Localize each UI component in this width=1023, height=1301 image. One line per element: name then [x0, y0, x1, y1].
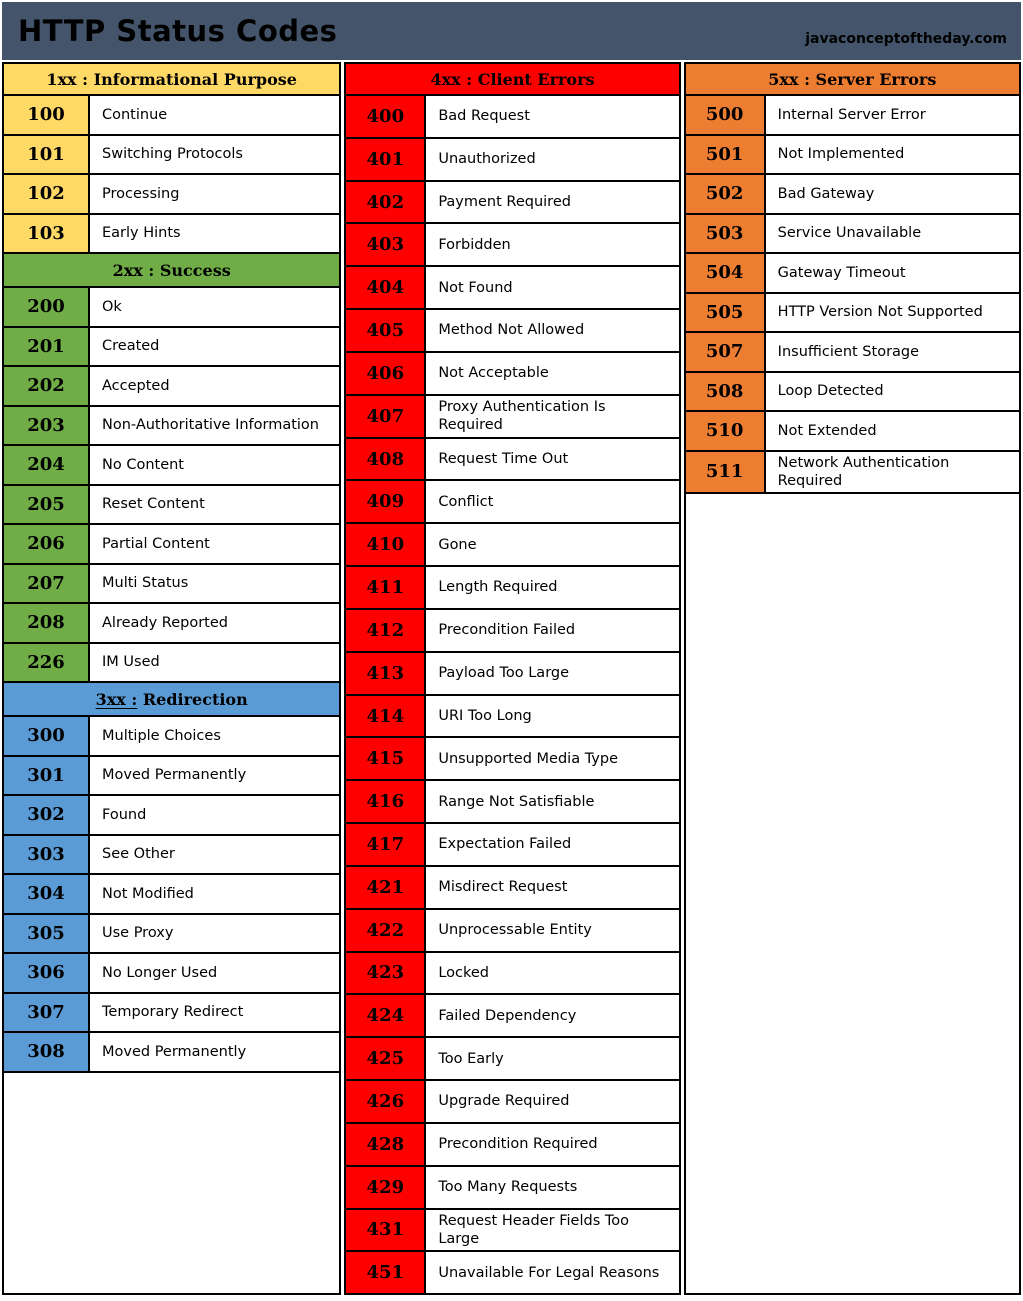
status-code: 101 — [2, 136, 88, 176]
status-description: Gateway Timeout — [764, 254, 1021, 294]
status-description: Moved Permanently — [88, 757, 341, 797]
status-code: 308 — [2, 1033, 88, 1073]
status-description: Request Time Out — [424, 439, 680, 482]
status-row-406 — [344, 353, 680, 396]
status-row-415 — [344, 738, 680, 781]
status-code: 407 — [344, 396, 424, 439]
status-code: 431 — [344, 1210, 424, 1253]
status-row-306 — [2, 954, 341, 994]
status-description: Processing — [88, 175, 341, 215]
status-description: Precondition Required — [424, 1124, 680, 1167]
status-row-423 — [344, 953, 680, 996]
status-code: 302 — [2, 796, 88, 836]
status-code: 510 — [684, 412, 764, 452]
status-row-202 — [2, 367, 341, 407]
status-description: Not Extended — [764, 412, 1021, 452]
status-row-501 — [684, 136, 1021, 176]
status-row-502 — [684, 175, 1021, 215]
status-description: Not Implemented — [764, 136, 1021, 176]
status-description: Locked — [424, 953, 680, 996]
status-code: 408 — [344, 439, 424, 482]
empty-cell — [684, 494, 1021, 1295]
status-code: 306 — [2, 954, 88, 994]
section-header-text: 5xx : Server Errors — [768, 69, 937, 89]
status-code: 415 — [344, 738, 424, 781]
status-row-308 — [2, 1033, 341, 1073]
status-description: Temporary Redirect — [88, 994, 341, 1034]
status-code: 423 — [344, 953, 424, 996]
status-row-412 — [344, 610, 680, 653]
status-row-103 — [2, 215, 341, 255]
status-description: Moved Permanently — [88, 1033, 341, 1073]
section-header-text: 4xx : Client Errors — [430, 69, 595, 89]
status-description: Not Modified — [88, 875, 341, 915]
2xx-success-section-header — [2, 254, 341, 288]
section-header-text: Redirection — [137, 689, 248, 709]
status-description: IM Used — [88, 644, 341, 684]
status-description: Accepted — [88, 367, 341, 407]
status-description: Proxy Authentication Is Required — [424, 396, 680, 439]
status-description: Not Acceptable — [424, 353, 680, 396]
status-row-203 — [2, 407, 341, 447]
status-row-409 — [344, 481, 680, 524]
column-4xx — [344, 62, 680, 1295]
status-row-206 — [2, 525, 341, 565]
status-row-403 — [344, 224, 680, 267]
status-code: 406 — [344, 353, 424, 396]
status-description: Request Header Fields Too Large — [424, 1210, 680, 1253]
status-code: 207 — [2, 565, 88, 605]
status-code: 511 — [684, 452, 764, 494]
status-row-302 — [2, 796, 341, 836]
status-description: Unavailable For Legal Reasons — [424, 1252, 680, 1295]
status-row-451 — [344, 1252, 680, 1295]
status-code: 414 — [344, 696, 424, 739]
status-row-200 — [2, 288, 341, 328]
status-description: Unsupported Media Type — [424, 738, 680, 781]
status-code: 451 — [344, 1252, 424, 1295]
status-description: Network Authentication Required — [764, 452, 1021, 494]
status-code: 426 — [344, 1081, 424, 1124]
status-code: 429 — [344, 1167, 424, 1210]
status-description: Too Many Requests — [424, 1167, 680, 1210]
status-row-428 — [344, 1124, 680, 1167]
status-description: Length Required — [424, 567, 680, 610]
status-row-208 — [2, 604, 341, 644]
status-description: Forbidden — [424, 224, 680, 267]
section-header-text: 1xx : Informational Purpose — [46, 69, 297, 89]
status-description: Bad Gateway — [764, 175, 1021, 215]
status-row-201 — [2, 328, 341, 368]
status-row-414 — [344, 696, 680, 739]
status-code: 303 — [2, 836, 88, 876]
status-code: 500 — [684, 96, 764, 136]
status-code: 504 — [684, 254, 764, 294]
status-code: 508 — [684, 373, 764, 413]
status-code-table — [2, 62, 1021, 1295]
status-description: HTTP Version Not Supported — [764, 294, 1021, 334]
status-description: Range Not Satisfiable — [424, 781, 680, 824]
status-row-416 — [344, 781, 680, 824]
status-description: Internal Server Error — [764, 96, 1021, 136]
status-description: Unprocessable Entity — [424, 910, 680, 953]
status-code: 412 — [344, 610, 424, 653]
status-row-102 — [2, 175, 341, 215]
status-description: Insufficient Storage — [764, 333, 1021, 373]
status-row-305 — [2, 915, 341, 955]
status-row-510 — [684, 412, 1021, 452]
status-description: Multiple Choices — [88, 717, 341, 757]
status-description: Non-Authoritative Information — [88, 407, 341, 447]
status-code: 424 — [344, 995, 424, 1038]
status-code: 402 — [344, 182, 424, 225]
status-row-410 — [344, 524, 680, 567]
site-credit: javaconceptoftheday.com — [805, 31, 1007, 47]
status-row-407 — [344, 396, 680, 439]
status-description: Too Early — [424, 1038, 680, 1081]
status-code: 505 — [684, 294, 764, 334]
status-code: 409 — [344, 481, 424, 524]
section-header-text: 3xx : — [95, 689, 138, 709]
status-row-300 — [2, 717, 341, 757]
status-code: 206 — [2, 525, 88, 565]
status-row-503 — [684, 215, 1021, 255]
status-description: Ok — [88, 288, 341, 328]
5xx-server-errors-section-header — [684, 62, 1021, 96]
status-code: 100 — [2, 96, 88, 136]
status-code: 305 — [2, 915, 88, 955]
status-description: Misdirect Request — [424, 867, 680, 910]
status-row-303 — [2, 836, 341, 876]
status-row-429 — [344, 1167, 680, 1210]
status-description: No Longer Used — [88, 954, 341, 994]
status-row-401 — [344, 139, 680, 182]
status-row-504 — [684, 254, 1021, 294]
status-row-402 — [344, 182, 680, 225]
status-code: 208 — [2, 604, 88, 644]
status-row-417 — [344, 824, 680, 867]
status-code: 507 — [684, 333, 764, 373]
status-description: Partial Content — [88, 525, 341, 565]
status-code: 428 — [344, 1124, 424, 1167]
status-row-100 — [2, 96, 341, 136]
status-row-404 — [344, 267, 680, 310]
status-code: 102 — [2, 175, 88, 215]
status-description: Unauthorized — [424, 139, 680, 182]
status-row-421 — [344, 867, 680, 910]
status-row-307 — [2, 994, 341, 1034]
status-description: Switching Protocols — [88, 136, 341, 176]
status-row-413 — [344, 653, 680, 696]
status-row-505 — [684, 294, 1021, 334]
status-description: No Content — [88, 446, 341, 486]
status-row-425 — [344, 1038, 680, 1081]
status-code: 503 — [684, 215, 764, 255]
status-description: Already Reported — [88, 604, 341, 644]
status-description: See Other — [88, 836, 341, 876]
status-description: Created — [88, 328, 341, 368]
column-1xx-2xx-3xx — [2, 62, 341, 1295]
status-code: 300 — [2, 717, 88, 757]
status-row-408 — [344, 439, 680, 482]
status-description: Precondition Failed — [424, 610, 680, 653]
title-bar — [2, 2, 1021, 60]
status-code: 404 — [344, 267, 424, 310]
status-code: 205 — [2, 486, 88, 526]
status-description: Use Proxy — [88, 915, 341, 955]
status-code: 401 — [344, 139, 424, 182]
status-description: Continue — [88, 96, 341, 136]
status-description: Conflict — [424, 481, 680, 524]
status-code: 416 — [344, 781, 424, 824]
status-code: 203 — [2, 407, 88, 447]
section-header-text: 2xx : Success — [112, 260, 231, 280]
status-description: Upgrade Required — [424, 1081, 680, 1124]
status-row-507 — [684, 333, 1021, 373]
status-description: Service Unavailable — [764, 215, 1021, 255]
status-row-101 — [2, 136, 341, 176]
status-row-500 — [684, 96, 1021, 136]
status-code: 301 — [2, 757, 88, 797]
status-row-422 — [344, 910, 680, 953]
status-row-431 — [344, 1210, 680, 1253]
status-description: Payment Required — [424, 182, 680, 225]
status-description: Failed Dependency — [424, 995, 680, 1038]
status-code: 410 — [344, 524, 424, 567]
status-code: 226 — [2, 644, 88, 684]
status-description: Bad Request — [424, 96, 680, 139]
status-code: 204 — [2, 446, 88, 486]
status-row-207 — [2, 565, 341, 605]
empty-cell — [2, 1073, 341, 1296]
status-code: 405 — [344, 310, 424, 353]
status-code: 411 — [344, 567, 424, 610]
status-description: Loop Detected — [764, 373, 1021, 413]
status-row-411 — [344, 567, 680, 610]
status-row-204 — [2, 446, 341, 486]
status-description: URI Too Long — [424, 696, 680, 739]
status-row-424 — [344, 995, 680, 1038]
status-description: Payload Too Large — [424, 653, 680, 696]
status-code: 200 — [2, 288, 88, 328]
4xx-client-errors-section-header — [344, 62, 680, 96]
status-code: 422 — [344, 910, 424, 953]
status-description: Expectation Failed — [424, 824, 680, 867]
status-row-405 — [344, 310, 680, 353]
status-code: 304 — [2, 875, 88, 915]
status-row-304 — [2, 875, 341, 915]
status-description: Gone — [424, 524, 680, 567]
status-code: 403 — [344, 224, 424, 267]
status-code: 502 — [684, 175, 764, 215]
status-code: 307 — [2, 994, 88, 1034]
status-description: Method Not Allowed — [424, 310, 680, 353]
status-row-400 — [344, 96, 680, 139]
status-row-426 — [344, 1081, 680, 1124]
1xx-informational-section-header — [2, 62, 341, 96]
status-code: 201 — [2, 328, 88, 368]
status-code: 421 — [344, 867, 424, 910]
status-description: Multi Status — [88, 565, 341, 605]
status-row-205 — [2, 486, 341, 526]
status-row-511 — [684, 452, 1021, 494]
status-code: 103 — [2, 215, 88, 255]
status-row-508 — [684, 373, 1021, 413]
status-code: 202 — [2, 367, 88, 407]
3xx-redirection-section-header — [2, 683, 341, 717]
status-code: 413 — [344, 653, 424, 696]
status-code: 501 — [684, 136, 764, 176]
status-row-301 — [2, 757, 341, 797]
status-code: 425 — [344, 1038, 424, 1081]
status-row-226 — [2, 644, 341, 684]
page-title: HTTP Status Codes — [18, 14, 338, 48]
status-description: Not Found — [424, 267, 680, 310]
status-code: 417 — [344, 824, 424, 867]
status-description: Reset Content — [88, 486, 341, 526]
status-code: 400 — [344, 96, 424, 139]
status-description: Found — [88, 796, 341, 836]
column-5xx — [684, 62, 1021, 1295]
status-description: Early Hints — [88, 215, 341, 255]
